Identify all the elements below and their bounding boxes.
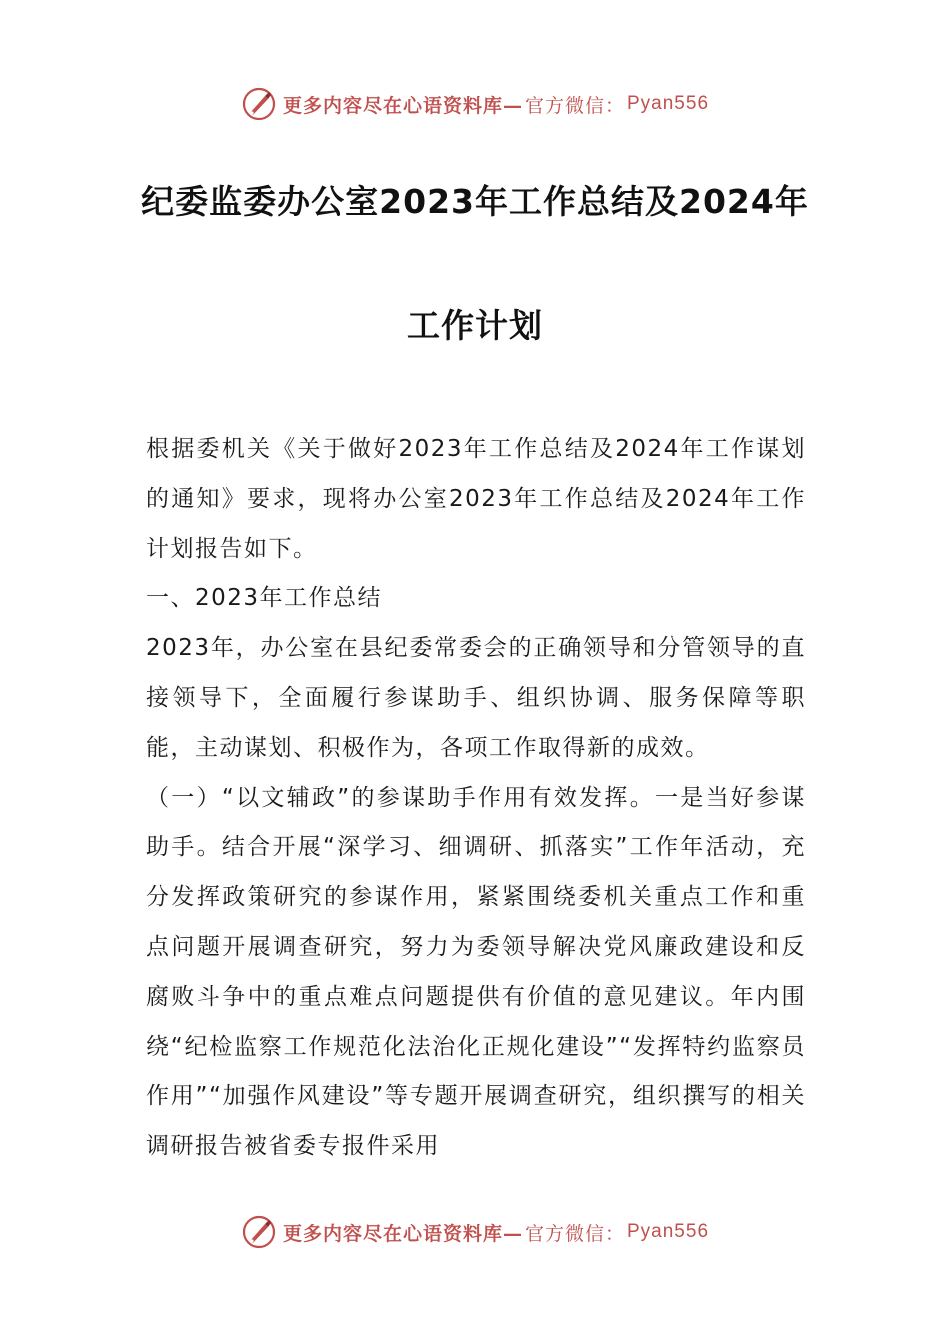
watermark-banner-top: [0, 84, 950, 124]
watermark-wechat-label: 官方微信：: [524, 94, 625, 117]
watermark-slogan: 更多内容尽在心语资料库—: [282, 1222, 523, 1245]
document-title-line-2: 工作计划: [407, 306, 543, 345]
pen-nib-logo-icon: [241, 1214, 277, 1250]
watermark-wechat-id: Pyan556: [627, 1221, 710, 1242]
watermark-banner-bottom: [0, 1212, 950, 1252]
document-body: [146, 425, 806, 1172]
pen-nib-logo-icon: [241, 86, 277, 122]
body-paragraph: 2023年，办公室在县纪委常委会的正确领导和分管领导的直接领导下，全面履行参谋助手、组织协调、服务保障等职能，主动谋划、积极作为，各项工作取得新的成效。: [146, 635, 806, 761]
section-heading: 一、2023年工作总结: [146, 585, 383, 612]
body-paragraph: （一）“以文辅政”的参谋助手作用有效发挥。一是当好参谋助手。结合开展“深学习、细调研、抓落实”工作年活动，充分发挥政策研究的参谋作用，紧紧围绕委机关重点工作和重点问题开展调查研究，努力为委领导解决党风廉政建设和反腐败斗争中的重点难点问题提供有价值的意见建议。年内围绕“纪检监察工作规范化法治化正规化建设”“发挥特约监察员作用”“加强作风建设”等专题开展调查研究，组织撰写的相关调研报告被省委专报件采用: [146, 784, 806, 1160]
body-paragraph: 根据委机关《关于做好2023年工作总结及2024年工作谋划的通知》要求，现将办公室2023年工作总结及2024年工作计划报告如下。: [146, 436, 806, 562]
document-title-line-1: 纪委监委办公室2023年工作总结及2024年: [141, 182, 809, 221]
watermark-wechat-label: 官方微信：: [524, 1222, 625, 1245]
watermark-wechat-id: Pyan556: [627, 93, 710, 114]
watermark-slogan: 更多内容尽在心语资料库—: [282, 94, 523, 117]
